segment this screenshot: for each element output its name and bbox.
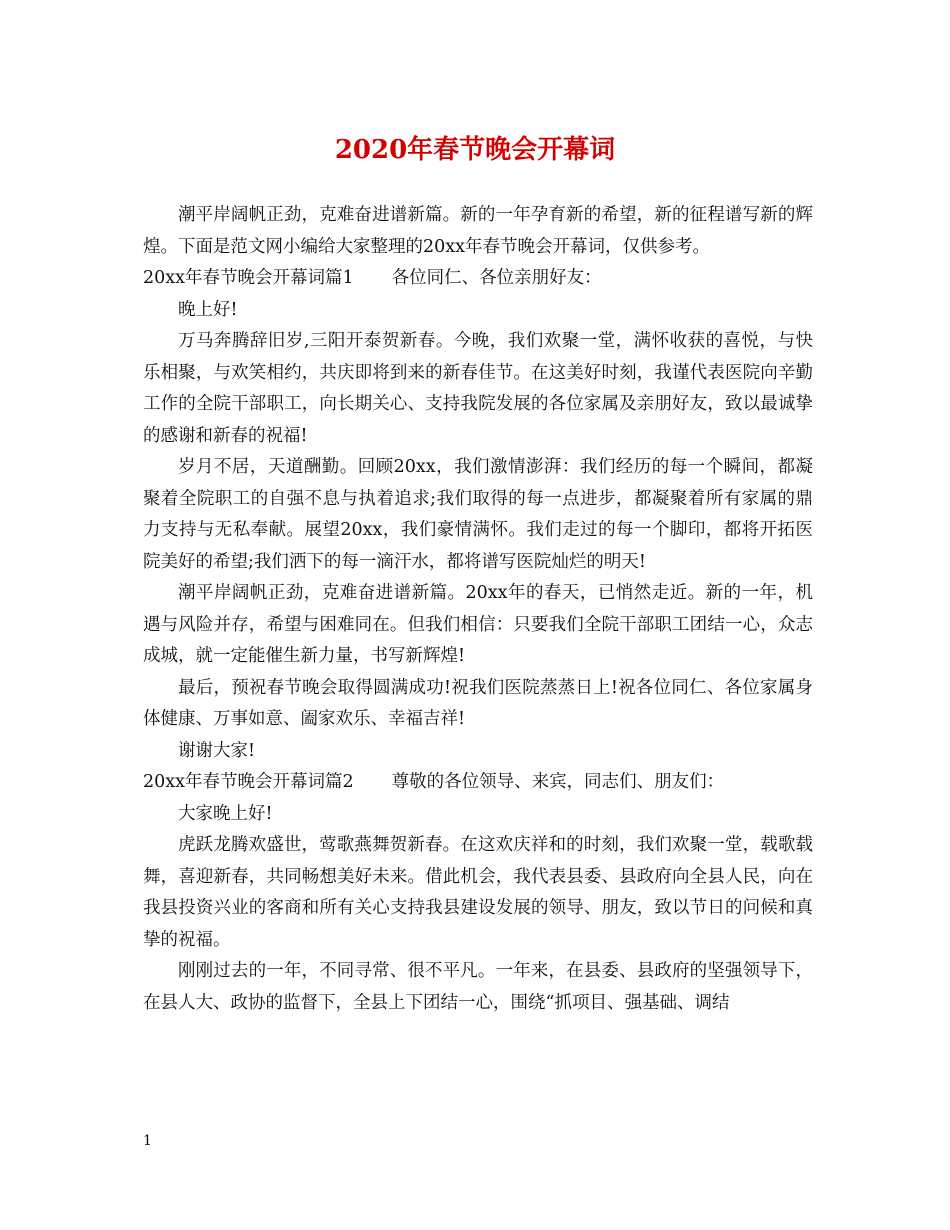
section-1-paragraph: 潮平岸阔帆正劲，克难奋进谱新篇。20xx年的春天，已悄然走近。新的一年，机遇与风险并存，希望与困难同在。但我们相信：只要我们全院干部职工团结一心，众志成城，就一定能催生新力量，书写新辉煌! (143, 583, 813, 666)
section-1-closing: 谢谢大家! (178, 740, 256, 761)
section-2-paragraph: 虎跃龙腾欢盛世，莺歌燕舞贺新春。在这欢庆祥和的时刻，我们欢聚一堂，载歌载舞，喜迎新春，共同畅想美好未来。借此机会，我代表县委、县政府向全县人民，向在我县投资兴业的客商和所有关心支持我县建设发展的领导、朋友，致以节日的问候和真挚的祝福。 (143, 835, 813, 950)
section-2-heading: 20xx年春节晚会开幕词篇2 (143, 772, 354, 792)
section-2-salutation: 尊敬的各位领导、来宾，同志们、朋友们： (391, 772, 725, 792)
section-1-greeting: 晚上好! (178, 299, 238, 320)
section-1-heading: 20xx年春节晚会开幕词篇1 (143, 268, 354, 288)
section-1-heading-line (143, 263, 813, 295)
section-2-paragraph: 刚刚过去的一年，不同寻常、很不平凡。一年来，在县委、县政府的坚强领导下，在县人大、政协的监督下，全县上下团结一心，围绕“抓项目、强基础、调结 (143, 961, 813, 1013)
document-title: 2020年春节晚会开幕词 (334, 135, 616, 165)
section-2-greeting: 大家晚上好! (178, 803, 273, 824)
section-1-paragraph: 最后，预祝春节晚会取得圆满成功!祝我们医院蒸蒸日上!祝各位同仁、各位家属身体健康、万事如意、阖家欢乐、幸福吉祥! (143, 677, 813, 729)
section-2-heading-line (143, 767, 813, 799)
page-number: 1 (143, 1133, 152, 1149)
section-1-paragraph: 万马奔腾辞旧岁,三阳开泰贺新春。今晚，我们欢聚一堂，满怀收获的喜悦，与快乐相聚，与欢笑相约，共庆即将到来的新春佳节。在这美好时刻，我谨代表医院向辛勤工作的全院干部职工，向长期关心、支持我院发展的各位家属及亲朋好友，致以最诚挚的感谢和新春的祝福! (143, 331, 813, 446)
intro-paragraph: 潮平岸阔帆正劲，克难奋进谱新篇。新的一年孕育新的希望，新的征程谱写新的辉煌。下面是范文网小编给大家整理的20xx年春节晚会开幕词，仅供参考。 (143, 205, 813, 257)
section-1-paragraph: 岁月不居，天道酬勤。回顾20xx，我们激情澎湃：我们经历的每一个瞬间，都凝聚着全院职工的自强不息与执着追求;我们取得的每一点进步，都凝聚着所有家属的鼎力支持与无私奉献。展望20xx，我们豪情满怀。我们走过的每一个脚印，都将开拓医院美好的希望;我们洒下的每一滴汗水，都将谱写医院灿烂的明天! (143, 457, 813, 572)
section-1-salutation: 各位同仁、各位亲朋好友： (391, 268, 602, 288)
document-body (143, 200, 813, 1019)
